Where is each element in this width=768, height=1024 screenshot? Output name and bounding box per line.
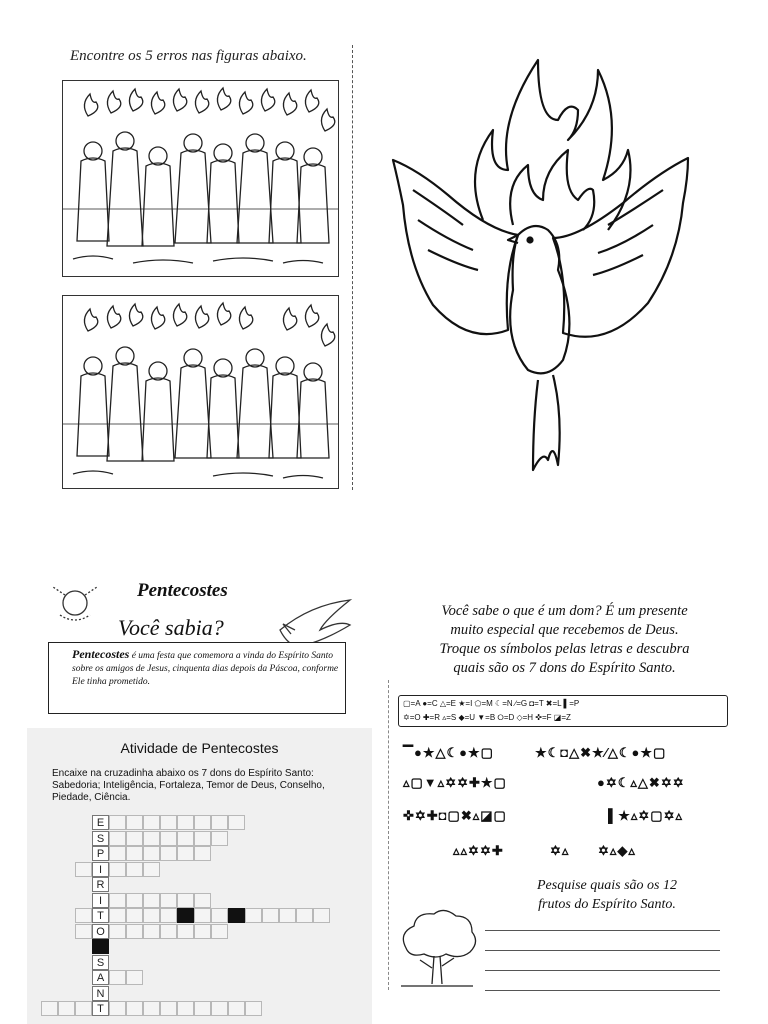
crossword-cell[interactable]	[177, 924, 194, 939]
crossword-cell[interactable]	[143, 908, 160, 923]
crossword-cell[interactable]	[160, 1001, 177, 1016]
code-word: ✡▵	[550, 843, 570, 858]
crossword-cell[interactable]	[126, 815, 143, 830]
crossword-cell[interactable]	[313, 908, 330, 923]
crossword-cell[interactable]	[194, 831, 211, 846]
crossword-cell[interactable]	[194, 815, 211, 830]
crossword-cell[interactable]	[245, 1001, 262, 1016]
crossword-cell[interactable]	[143, 862, 160, 877]
crossword-cell[interactable]	[211, 831, 228, 846]
crossword-key-cell[interactable]: S	[92, 955, 109, 970]
atividade-instructions: Encaixe na cruzadinha abaixo os 7 dons do Espírito Santo: Sabedoria; Inteligência, Fortaleza, Temor de Deus, Conselho, Piedade, Ciência.	[52, 768, 325, 803]
atividade-title: Atividade de Pentecostes	[120, 740, 279, 756]
crossword-key-cell[interactable]: E	[92, 815, 109, 830]
cut-line	[352, 45, 353, 490]
voce-sabia-heading: Você sabia?	[118, 615, 224, 640]
crossword-cell[interactable]	[211, 1001, 228, 1016]
answer-line	[485, 950, 720, 951]
crossword-cell[interactable]	[143, 815, 160, 830]
legend-row: ✡=O ✚=R ▵=S ◆=U ▼=B ⭘=D ◇=H ✜=F ◪=Z	[403, 713, 571, 722]
crossword-cell[interactable]	[58, 1001, 75, 1016]
crossword-cell[interactable]	[109, 1001, 126, 1016]
crossword-key-cell[interactable]	[92, 939, 109, 954]
crossword-cell[interactable]	[177, 893, 194, 908]
crossword-cell[interactable]	[160, 831, 177, 846]
code-word: ▵▢▼▵✡✡✚★▢	[403, 775, 507, 790]
crossword-cell[interactable]	[177, 846, 194, 861]
code-word: ▵▵✡✡✚	[453, 843, 504, 858]
cut-line	[388, 680, 389, 990]
dove-flame-icon	[388, 50, 698, 480]
crossword-cell[interactable]	[160, 924, 177, 939]
crossword-cell[interactable]	[160, 893, 177, 908]
crossword-cell[interactable]	[143, 924, 160, 939]
scene-image-1	[62, 80, 339, 277]
crossword-cell[interactable]	[126, 893, 143, 908]
crossword-cell[interactable]	[228, 908, 245, 923]
pentecostes-text-body: é uma festa que comemora a vinda do Espírito Santo sobre os amigos de Jesus, cinquenta dias depois da Páscoa, conforme Ele tinha prometido.	[72, 651, 339, 687]
code-word: ▔●★△☾●★▢	[403, 745, 494, 760]
crossword-cell[interactable]	[194, 1001, 211, 1016]
code-word: ★☾◘△✖★⁄△☾●★▢	[535, 745, 667, 760]
crossword-key-cell[interactable]: S	[92, 831, 109, 846]
tree-icon	[396, 908, 478, 988]
crossword-cell[interactable]	[177, 815, 194, 830]
code-word: ●✡☾▵△✖✡✡	[597, 775, 685, 790]
crossword-cell[interactable]	[126, 908, 143, 923]
crossword-key-cell[interactable]: I	[92, 893, 109, 908]
crossword-cell[interactable]	[245, 908, 262, 923]
legend-row: ▢=A ●=C △=E ★=I ⬠=M ☾=N ∕=G ◘=T ✖=L ▌=P	[403, 699, 580, 708]
crossword-key-cell[interactable]: I	[92, 862, 109, 877]
crossword-key-cell[interactable]: R	[92, 877, 109, 892]
crossword-cell[interactable]	[143, 846, 160, 861]
crossword-cell[interactable]	[126, 846, 143, 861]
crossword-cell[interactable]	[75, 1001, 92, 1016]
crossword-cell[interactable]	[109, 924, 126, 939]
pentecostes-text	[72, 648, 342, 689]
crossword-cell[interactable]	[296, 908, 313, 923]
crossword-key-cell[interactable]: N	[92, 986, 109, 1001]
crossword-cell[interactable]	[194, 924, 211, 939]
crossword-cell[interactable]	[143, 831, 160, 846]
crossword-cell[interactable]	[109, 893, 126, 908]
crossword-cell[interactable]	[109, 846, 126, 861]
pesquise-text	[492, 876, 722, 914]
pentecost-scene-2	[63, 296, 338, 488]
crossword-cell[interactable]	[75, 862, 92, 877]
tree-illustration	[396, 908, 478, 988]
crossword-cell[interactable]	[194, 893, 211, 908]
crossword-cell[interactable]	[109, 862, 126, 877]
crossword-cell[interactable]	[211, 924, 228, 939]
crossword-cell[interactable]	[211, 908, 228, 923]
crossword-cell[interactable]	[41, 1001, 58, 1016]
answer-line	[485, 970, 720, 971]
pesquise-line: frutos do Espírito Santo.	[538, 897, 676, 912]
crossword-key-cell[interactable]: P	[92, 846, 109, 861]
crossword-cell[interactable]	[177, 831, 194, 846]
crossword-cell[interactable]	[126, 831, 143, 846]
pentecost-scene-1	[63, 81, 338, 276]
answer-line	[485, 990, 720, 991]
dove-illustration	[388, 50, 698, 480]
crossword-cell[interactable]	[109, 908, 126, 923]
crossword-cell[interactable]	[194, 908, 211, 923]
dom-question-line: quais são os 7 dons do Espírito Santo.	[453, 660, 676, 676]
dom-question-line: Troque os símbolos pelas letras e descubra	[439, 641, 690, 657]
pentecostes-text-lead: Pentecostes	[72, 647, 130, 661]
crossword-cell[interactable]	[177, 1001, 194, 1016]
answer-line	[485, 930, 720, 931]
dom-question-line: Você sabe o que é um dom? É um presente	[441, 603, 688, 619]
crossword-cell[interactable]	[75, 924, 92, 939]
pesquise-line: Pesquise quais são os 12	[537, 878, 677, 893]
crossword-cell[interactable]	[211, 815, 228, 830]
crossword-cell[interactable]	[228, 1001, 245, 1016]
crossword-cell[interactable]	[262, 908, 279, 923]
dom-question	[392, 602, 737, 678]
crossword-cell[interactable]	[143, 893, 160, 908]
dom-question-line: muito especial que recebemos de Deus.	[450, 622, 679, 638]
crossword-cell[interactable]	[109, 970, 126, 985]
crossword-cell[interactable]	[228, 815, 245, 830]
symbol-legend	[398, 695, 728, 727]
code-word: ▌★▵✡▢✡▵	[608, 808, 683, 823]
pentecostes-title: Pentecostes	[137, 580, 228, 601]
crossword-cell[interactable]	[143, 1001, 160, 1016]
crossword-cell[interactable]	[126, 862, 143, 877]
crossword-key-cell[interactable]: T	[92, 1001, 109, 1016]
scene-image-2	[62, 295, 339, 489]
crossword-cell[interactable]	[160, 846, 177, 861]
crossword-key-cell[interactable]: T	[92, 908, 109, 923]
code-word: ✜✡✚◘▢✖▵◪▢	[403, 808, 507, 823]
crossword-cell[interactable]	[126, 1001, 143, 1016]
crossword-cell[interactable]	[109, 831, 126, 846]
crossword-key-cell[interactable]: A	[92, 970, 109, 985]
code-word: ✡▵◆▵	[598, 843, 636, 858]
erros-title: Encontre os 5 erros nas figuras abaixo.	[70, 48, 307, 64]
crossword-cell[interactable]	[279, 908, 296, 923]
crossword-cell[interactable]	[177, 908, 194, 923]
crossword-cell[interactable]	[194, 846, 211, 861]
crossword-cell[interactable]	[109, 815, 126, 830]
crossword-key-cell[interactable]: O	[92, 924, 109, 939]
crossword-cell[interactable]	[160, 908, 177, 923]
crossword-cell[interactable]	[160, 815, 177, 830]
crossword-cell[interactable]	[75, 908, 92, 923]
crossword-cell[interactable]	[126, 924, 143, 939]
crossword-cell[interactable]	[126, 970, 143, 985]
